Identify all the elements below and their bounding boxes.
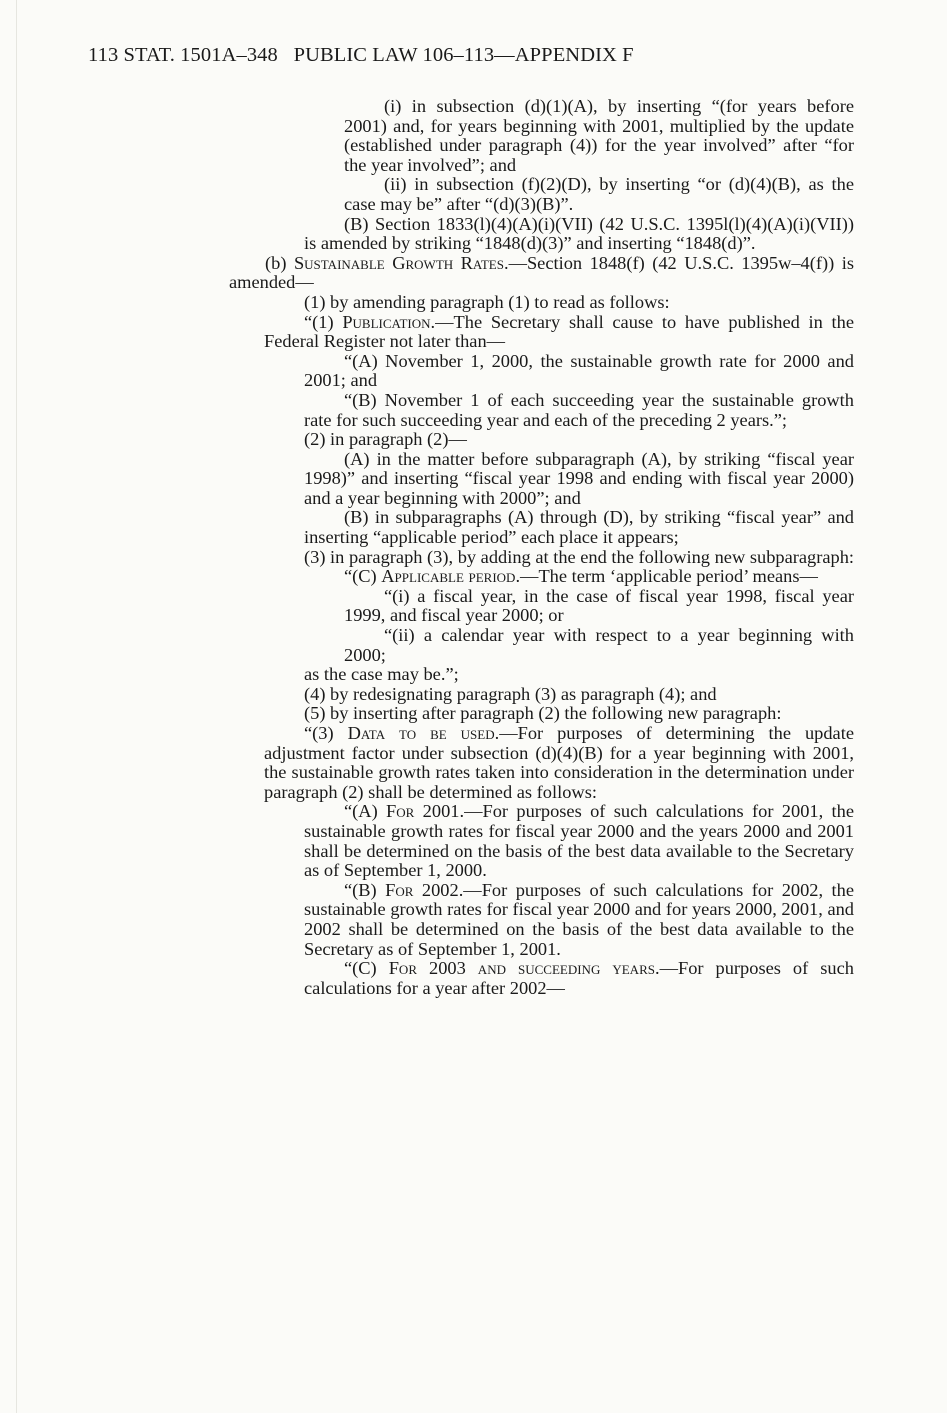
publication-paragraph: “(1) Publication.—The Secretary shall cause to have published in the Federal Register not later than— (264, 311, 854, 352)
applicable-period-ii: “(ii) a calendar year with respect to a year beginning with 2000; (344, 625, 854, 665)
subsection-b-sustainable-growth-rates: (b) Sustainable Growth Rates.—Section 1848(f) (42 U.S.C. 1395w–4(f)) is amended— (229, 252, 854, 293)
stat-citation: 113 STAT. 1501A–348 (88, 44, 278, 66)
publication-a: “(A) November 1, 2000, the sustainable growth rate for 2000 and 2001; and (304, 350, 854, 391)
applicable-period-i: “(i) a fiscal year, in the case of fiscal year 1998, fiscal year 1999, and fiscal year 2000; or (344, 585, 854, 626)
law-title: PUBLIC LAW 106–113—APPENDIX F (293, 44, 634, 66)
for-2001: “(A) For 2001.—For purposes of such calculations for 2001, the sustainable growth rates for fiscal year 2000 and the years 2000 and 2001 shall be determined on the basis of the best data available to the Secretary as of September 1, 2000. (304, 801, 855, 881)
section-caption: Sustainable Growth Rates. (293, 252, 509, 273)
publication-b: “(B) November 1 of each succeeding year the sustainable growth rate for such succeeding year and each of the preceding 2 years.”; (304, 389, 854, 430)
paragraph-1-amend: (1) by amending paragraph (1) to read as follows: (304, 291, 670, 312)
section-caption: Applicable period. (381, 566, 521, 587)
amendment-i: (i) in subsection (d)(1)(A), by inserting “(for years before 2001) and, for years beginning with 2001, multiplied by the update (established under paragraph (4)) for the year involved” after “for the year involved”; and (344, 96, 854, 175)
paragraph-4: (4) by redesignating paragraph (3) as paragraph (4); and (304, 683, 717, 704)
section-caption: For 2002. (385, 879, 464, 900)
document-body (0, 97, 947, 998)
paragraph-2-b: (B) in subparagraphs (A) through (D), by striking “fiscal year” and inserting “applicable period” each place it appears; (304, 507, 854, 548)
section-caption: Publication. (342, 311, 436, 332)
as-the-case-may-be: as the case may be.”; (304, 664, 459, 685)
paragraph-3: (3) in paragraph (3), by adding at the end the following new subparagraph: (304, 546, 855, 567)
page-header (88, 44, 634, 67)
paragraph-2-a: (A) in the matter before subparagraph (A), by striking “fiscal year 1998)” and inserting “fiscal year 1998 and ending with fiscal year 2000) and a year beginning with 2000”; and (304, 448, 854, 508)
paragraph-2: (2) in paragraph (2)— (304, 429, 467, 450)
paragraph-5: (5) by inserting after paragraph (2) the following new paragraph: (304, 703, 782, 724)
amendment-ii: (ii) in subsection (f)(2)(D), by inserting “or (d)(4)(B), as the case may be” after “(d)(3)(B)”. (344, 174, 854, 214)
data-to-be-used: “(3) Data to be used.—For purposes of determining the update adjustment factor under subsection (d)(4)(B) for a year beginning with 2001, the sustainable growth rates taken into consideration in the determination under paragraph (2) shall be determined as follows: (264, 723, 854, 802)
subparagraph-b-1833: (B) Section 1833(l)(4)(A)(i)(VII) (42 U.S.C. 1395l(l)(4)(A)(i)(VII)) is amended by striking “1848(d)(3)” and inserting “1848(d)”. (304, 213, 854, 254)
for-2003-and-succeeding: “(C) For 2003 and succeeding years.—For purposes of such calculations for a year after 2002— (304, 958, 854, 998)
applicable-period-c: “(C) Applicable period.—The term ‘applicable period’ means— (344, 566, 818, 587)
section-caption: Data to be used. (347, 723, 500, 743)
section-caption: For 2003 and succeeding years. (388, 958, 660, 979)
section-caption: For 2001. (386, 801, 465, 822)
for-2002: “(B) For 2002.—For purposes of such calculations for 2002, the sustainable growth rates for fiscal year 2000 and for years 2000, 2001, and 2002 shall be determined on the basis of the best data available to the Secretary as of September 1, 2001. (304, 879, 855, 959)
